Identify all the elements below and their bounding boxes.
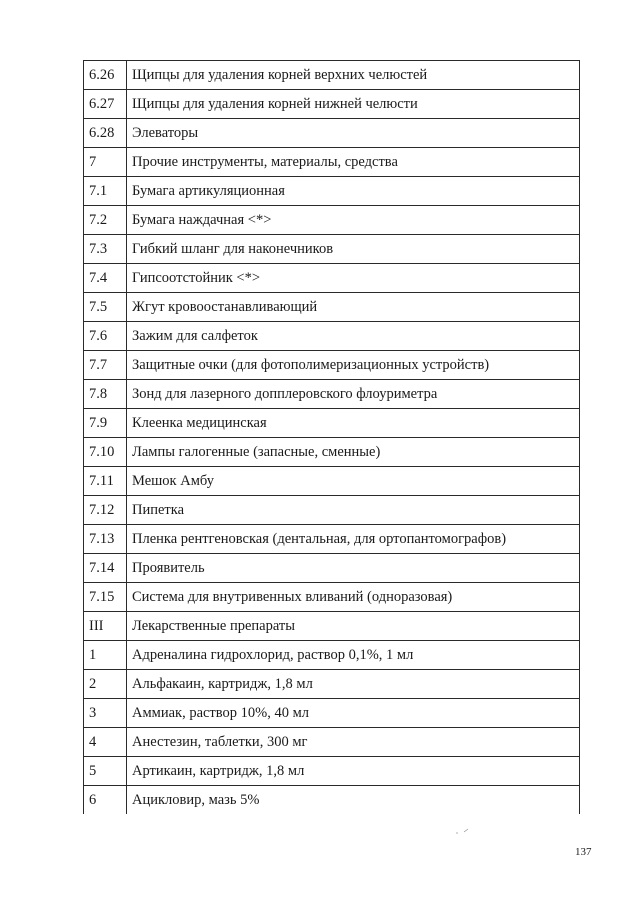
item-number: 7.7 bbox=[84, 351, 127, 380]
item-number: 7.8 bbox=[84, 380, 127, 409]
item-number: 4 bbox=[84, 728, 127, 757]
item-name: Зонд для лазерного допплеровского флоуриметра bbox=[127, 380, 580, 409]
item-name: Жгут кровоостанавливающий bbox=[127, 293, 580, 322]
item-number: 7.1 bbox=[84, 177, 127, 206]
item-name: Ацикловир, мазь 5% bbox=[127, 786, 580, 815]
item-name: Бумага наждачная <*> bbox=[127, 206, 580, 235]
table-row bbox=[84, 786, 580, 815]
item-name: Альфакаин, картридж, 1,8 мл bbox=[127, 670, 580, 699]
item-number: 7.6 bbox=[84, 322, 127, 351]
item-name: Клеенка медицинская bbox=[127, 409, 580, 438]
item-number: 7.13 bbox=[84, 525, 127, 554]
items-table bbox=[83, 60, 580, 814]
item-number: 7.15 bbox=[84, 583, 127, 612]
item-number: 6.26 bbox=[84, 61, 127, 90]
item-number: 7.12 bbox=[84, 496, 127, 525]
table-row bbox=[84, 235, 580, 264]
item-number: 7.10 bbox=[84, 438, 127, 467]
item-name: Бумага артикуляционная bbox=[127, 177, 580, 206]
table-row bbox=[84, 119, 580, 148]
table-row bbox=[84, 90, 580, 119]
table-row bbox=[84, 322, 580, 351]
item-number: 3 bbox=[84, 699, 127, 728]
table-row bbox=[84, 293, 580, 322]
item-number: 6.28 bbox=[84, 119, 127, 148]
item-name: Щипцы для удаления корней нижней челюсти bbox=[127, 90, 580, 119]
item-number: 5 bbox=[84, 757, 127, 786]
item-number: 7.4 bbox=[84, 264, 127, 293]
item-name: Лекарственные препараты bbox=[127, 612, 580, 641]
table-row bbox=[84, 264, 580, 293]
table-row bbox=[84, 525, 580, 554]
items-table-body bbox=[84, 61, 580, 815]
item-number: III bbox=[84, 612, 127, 641]
item-number: 7 bbox=[84, 148, 127, 177]
item-name: Защитные очки (для фотополимеризационных устройств) bbox=[127, 351, 580, 380]
item-number: 7.3 bbox=[84, 235, 127, 264]
table-row bbox=[84, 554, 580, 583]
item-number: 6.27 bbox=[84, 90, 127, 119]
table-row bbox=[84, 380, 580, 409]
item-number: 1 bbox=[84, 641, 127, 670]
item-name: Мешок Амбу bbox=[127, 467, 580, 496]
table-row bbox=[84, 351, 580, 380]
table-row bbox=[84, 496, 580, 525]
table-row bbox=[84, 148, 580, 177]
item-number: 7.9 bbox=[84, 409, 127, 438]
item-name: Адреналина гидрохлорид, раствор 0,1%, 1 мл bbox=[127, 641, 580, 670]
item-name: Система для внутривенных вливаний (одноразовая) bbox=[127, 583, 580, 612]
table-row bbox=[84, 61, 580, 90]
table-row bbox=[84, 438, 580, 467]
item-name: Щипцы для удаления корней верхних челюстей bbox=[127, 61, 580, 90]
item-name: Анестезин, таблетки, 300 мг bbox=[127, 728, 580, 757]
table-row bbox=[84, 206, 580, 235]
table-row bbox=[84, 670, 580, 699]
table-row bbox=[84, 641, 580, 670]
item-name: Гипсоотстойник <*> bbox=[127, 264, 580, 293]
item-name: Артикаин, картридж, 1,8 мл bbox=[127, 757, 580, 786]
item-number: 7.14 bbox=[84, 554, 127, 583]
page-number: 137 bbox=[575, 846, 592, 858]
item-number: 2 bbox=[84, 670, 127, 699]
item-number: 7.5 bbox=[84, 293, 127, 322]
table-row bbox=[84, 409, 580, 438]
table-row bbox=[84, 757, 580, 786]
item-name: Прочие инструменты, материалы, средства bbox=[127, 148, 580, 177]
item-name: Пипетка bbox=[127, 496, 580, 525]
item-name: Лампы галогенные (запасные, сменные) bbox=[127, 438, 580, 467]
item-number: 6 bbox=[84, 786, 127, 815]
scan-speck bbox=[455, 828, 469, 834]
table-row bbox=[84, 177, 580, 206]
item-name: Гибкий шланг для наконечников bbox=[127, 235, 580, 264]
item-name: Аммиак, раствор 10%, 40 мл bbox=[127, 699, 580, 728]
table-row bbox=[84, 699, 580, 728]
item-name: Элеваторы bbox=[127, 119, 580, 148]
item-number: 7.2 bbox=[84, 206, 127, 235]
item-name: Зажим для салфеток bbox=[127, 322, 580, 351]
item-name: Пленка рентгеновская (дентальная, для ортопантомографов) bbox=[127, 525, 580, 554]
table-row bbox=[84, 612, 580, 641]
item-number: 7.11 bbox=[84, 467, 127, 496]
table-row bbox=[84, 583, 580, 612]
table-row bbox=[84, 728, 580, 757]
item-name: Проявитель bbox=[127, 554, 580, 583]
table-row bbox=[84, 467, 580, 496]
